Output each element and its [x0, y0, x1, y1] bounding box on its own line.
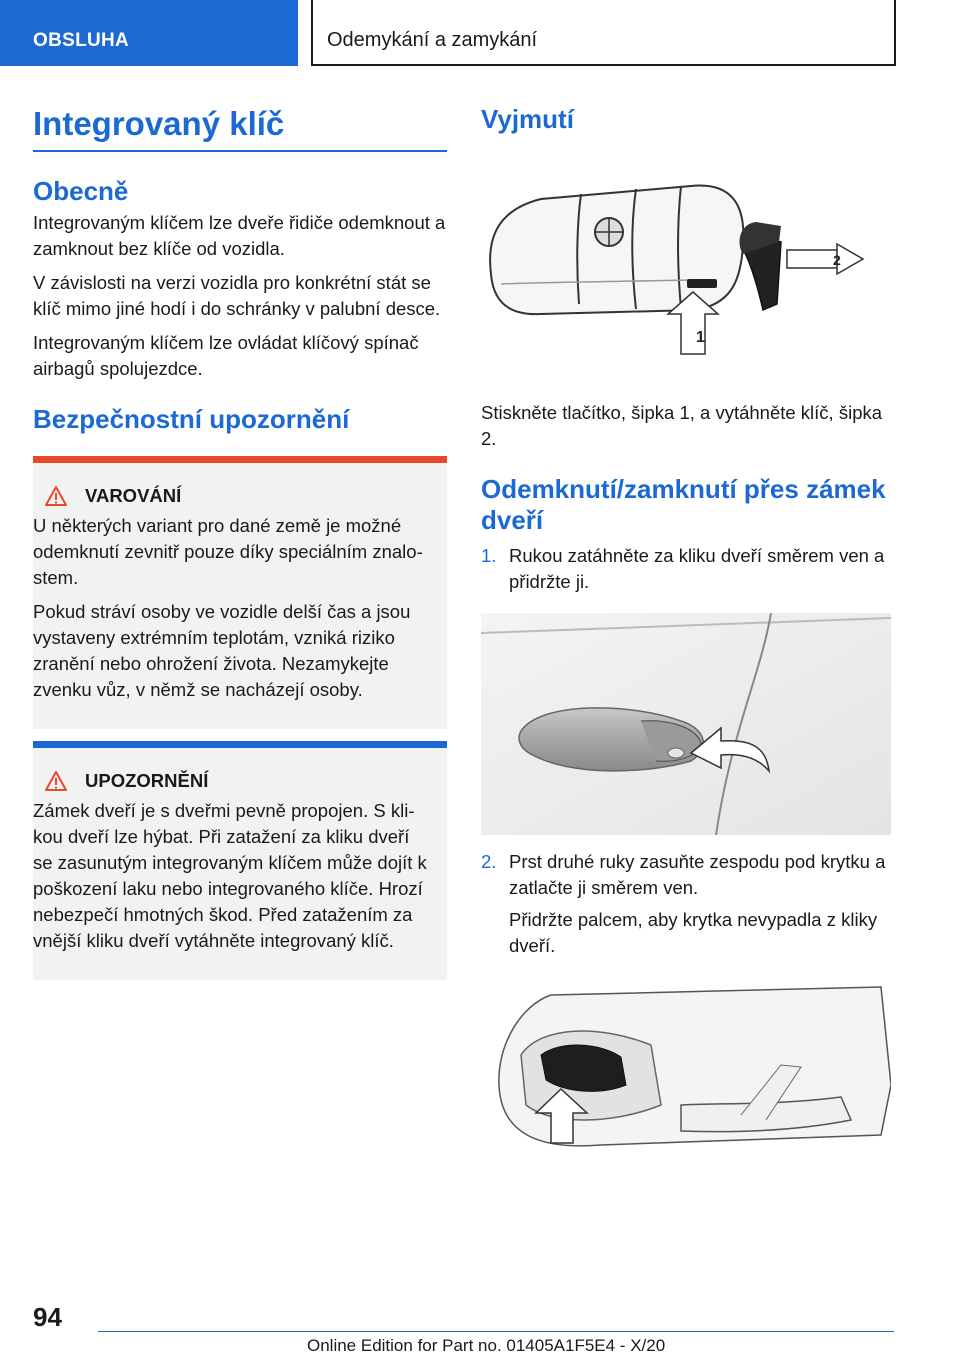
arrow-2-label: 2 [833, 251, 841, 268]
step-2-text: Prst druhé ruky zasuňte zespodu pod krytku a zatlačte ji směrem ven. [509, 851, 886, 899]
warning-triangle-icon [45, 771, 67, 791]
warning-paragraph-1: U některých variant pro dané země je možné odemknutí zevnitř pouze díky speciálním znalostem. [33, 514, 423, 588]
notice-box [33, 741, 447, 980]
warning-header [33, 485, 433, 507]
unlock-steps-continued [481, 849, 901, 965]
edition-label[interactable]: Online Edition for Part no. 01405A1F5E4 - X/20 [307, 1336, 666, 1355]
list-item [481, 543, 901, 601]
general-paragraph-1: Integrovaným klíčem lze dveře řidiče odemknout a zamknout bez klíče od vozidla. [33, 212, 446, 260]
page-number: 94 [33, 1302, 62, 1332]
warning-triangle-icon [45, 486, 67, 506]
section-tab[interactable]: OBSLUHA [0, 0, 298, 66]
notice-stripe [33, 741, 447, 748]
warning-paragraph-2: Pokud stráví osoby ve vozidle delší čas a jsou vystaveny extrémním teplotám, vzniká riziko zranění nebo ohrožení života. Nezamykejte zvenku vůz, v němž se nacházejí osoby. [33, 600, 411, 700]
removal-caption: Stiskněte tlačítko, šipka 1, a vytáhněte klíč, šipka 2. [481, 401, 883, 449]
list-item [481, 849, 901, 965]
warning-label: VAROVÁNÍ [85, 484, 182, 506]
step-number: 1. [481, 545, 497, 567]
step-1-text: Rukou zatáhněte za kliku dveří směrem ven a přidržte ji. [509, 545, 885, 593]
general-heading: Obecně [33, 176, 129, 207]
header-bar [0, 0, 960, 66]
step-2-note: Přidržte palcem, aby krytka nevypadla z kliky dveří. [509, 909, 878, 957]
page-title: Integrovaný klíč [33, 106, 447, 152]
unlock-steps [481, 543, 901, 601]
warning-stripe [33, 456, 447, 463]
warning-content [33, 463, 447, 729]
unlock-heading: Odemknutí/zamknutí přes zámek dveří [481, 473, 886, 536]
arrow-1-label: 1 [696, 328, 705, 346]
step-text [509, 849, 901, 965]
removal-heading: Vyjmutí [481, 104, 574, 134]
step-text [509, 543, 901, 601]
notice-paragraph-1: Zámek dveří je s dveřmi pevně propojen. S klikou dveří lze hýbat. Při zatažení za kliku dveří se zasunutým integrovaným klíčem může dojít k poškození laku nebo integrovaného klíče. Hrozí nebezpečí hmotných škod. Před zatažením za vnější kliku dveří vytáhněte integrovaný klíč. [33, 799, 427, 951]
notice-header [33, 770, 433, 792]
general-paragraph-2: V závislosti na verzi vozidla pro konkrétní stát se klíč mimo jiné hodí i do schránky v palubní desce. [33, 272, 441, 320]
cap-removal-illustration [481, 985, 891, 1165]
notice-label: UPOZORNĚNÍ [85, 769, 209, 791]
safety-heading: Bezpečnostní upozornění [33, 404, 350, 435]
step-number: 2. [481, 851, 497, 873]
warning-box [33, 456, 447, 729]
general-paragraph-3: Integrovaným klíčem lze ovládat klíčový spínač airbagů spolujezdce. [33, 332, 419, 380]
door-handle-illustration [481, 613, 891, 835]
right-column [481, 100, 901, 1165]
notice-content [33, 748, 447, 980]
key-removal-illustration [481, 164, 891, 364]
left-column [33, 100, 447, 980]
footer-divider [98, 1331, 894, 1332]
chapter-tab[interactable]: Odemykání a zamykání [311, 0, 896, 66]
